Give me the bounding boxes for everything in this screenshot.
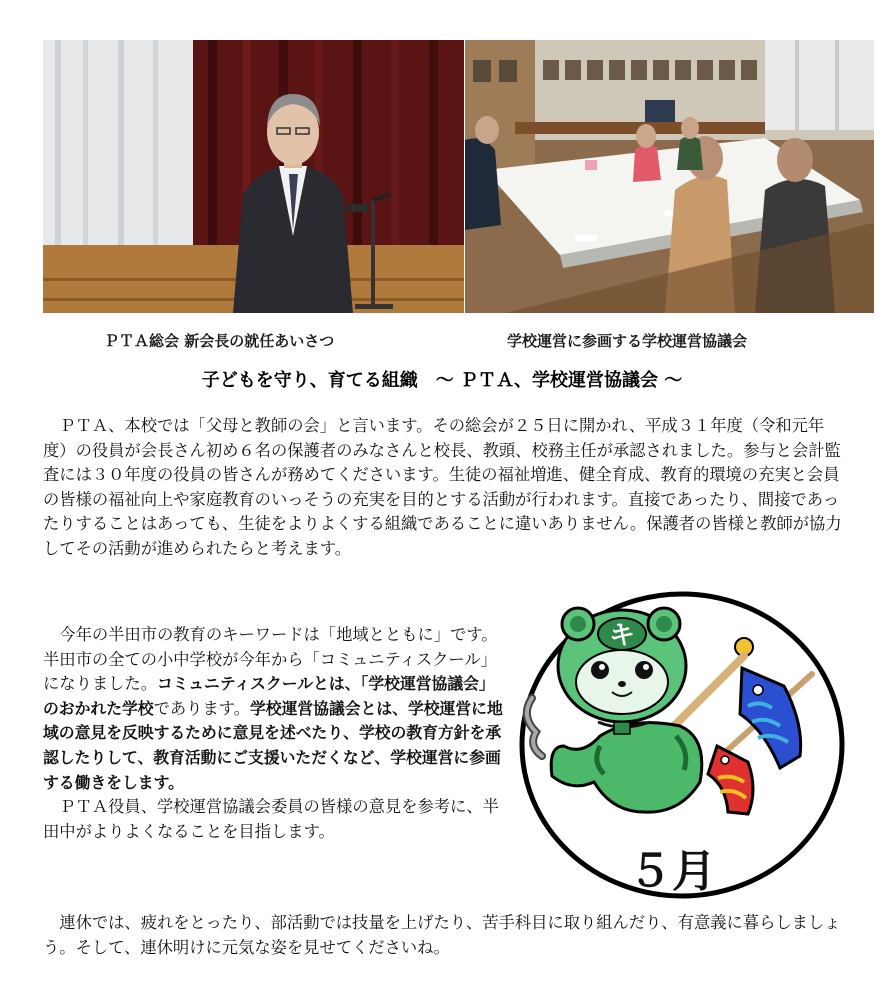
para2-bold-definition: コミュニティスクールとは、「学校運営協議会」のおかれた学校: [43, 674, 495, 718]
para2-start: 今年の半田市の教育のキーワードは「地域とともに」です。半田市の全ての小中学校が今年から「コミュニティスクール」になりました。: [43, 625, 498, 694]
photo-school-council: [465, 40, 874, 313]
caption-pta-meeting: ＰＴＡ総会 新会長の就任あいさつ: [104, 332, 335, 350]
article-headline: 子どもを守り、育てる組織 ～ ＰＴＡ、学校運営協議会 ～: [201, 370, 683, 391]
mascot-illustration: [512, 586, 850, 904]
body-paragraph-2: [43, 623, 505, 795]
body-column: [43, 623, 505, 844]
photo-pta-meeting: [43, 40, 464, 313]
para2-mid: であります。: [153, 698, 250, 718]
para1-text: ＰＴＡ、本校では「父母と教師の会」と言います。その総会が２５日に開かれ、平成３１年度（令和元年度）の役員が会長さん初め６名の保護者のみなさんと校長、教頭、校務主任が承認されました。参与と会計監査には３０年度の役員の皆さんが務めてくださいます。生徒の福祉増進、健全育成、教育的環境の充実と会員の皆様の福祉向上や家庭教育のいっそうの充実を目的とする活動が行われます。直接であったり、間接であったりすることはあっても、生徒をよりよくする組織であることに違いありません。保護者の皆様と教師が協力してその活動が進められたらと考えます。: [43, 416, 842, 558]
body-paragraph-1: [43, 414, 843, 562]
body-paragraph-3: ＰＴＡ役員、学校運営協議会委員の皆様の意見を参考に、半田中がよりよくなることを目指します。: [43, 797, 499, 841]
caption-school-council: 学校運営に参画する学校運営協議会: [507, 332, 748, 350]
body-paragraph-4: [43, 911, 843, 960]
para2-bold-council: 学校運営協議会とは、学校運営に地域の意見を反映するために意見を述べたり、学校の教育方針を承認したりして、教育活動にご支援いただくなど、学校運営に参画する働きをします。: [43, 698, 503, 792]
month-label: ５月: [628, 846, 716, 897]
para4-text: 連休では、疲れをとったり、部活動では技量を上げたり、苦手科目に取り組んだり、有意義に暮らしましょう。そして、連休明けに元気な姿を見せてくださいね。: [43, 913, 841, 957]
mascot-hat-mark: キ: [608, 621, 636, 651]
